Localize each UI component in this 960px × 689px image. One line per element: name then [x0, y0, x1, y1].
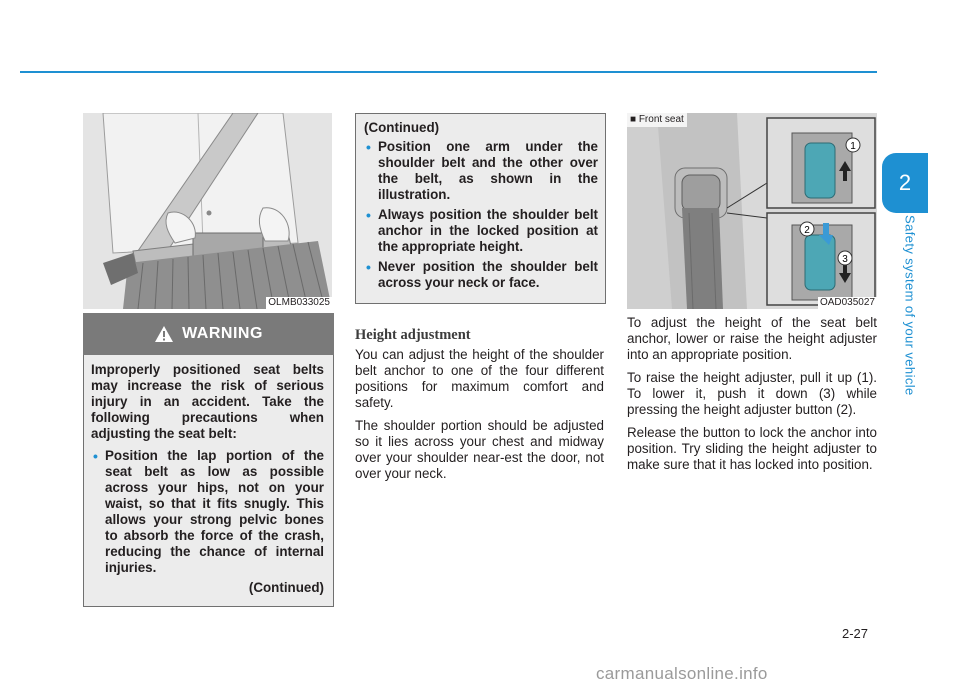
right-column-text	[627, 315, 877, 473]
height-section-text	[355, 347, 604, 482]
lap-belt-figure	[83, 113, 332, 309]
top-rule	[20, 71, 877, 73]
warning-title: WARNING	[182, 325, 263, 342]
height-adjuster-figure	[627, 113, 877, 309]
continued-bullet-3	[364, 259, 598, 291]
continued-bullet-text: Always position the shoulder belt anchor in the locked position at the appropriate height.	[378, 207, 598, 254]
callout-3: 3	[842, 254, 848, 265]
continued-bullet-text: Never position the shoulder belt across your neck or face.	[378, 259, 598, 290]
chapter-title: Safety system of your vehicle	[902, 215, 918, 396]
height-adjuster-illustration	[627, 113, 877, 309]
chapter-number: 2	[898, 170, 912, 195]
right-paragraph-1: To adjust the height of the seat belt anchor, lower or raise the height adjuster into an appropriate position.	[627, 315, 877, 362]
warning-content	[91, 362, 324, 596]
continued-content	[364, 120, 598, 291]
warning-header	[83, 313, 334, 355]
page-number: 2-27	[842, 626, 869, 641]
figure-caption: ■ Front seat	[627, 113, 687, 127]
height-paragraph-2: The shoulder portion should be adjusted so it lies across your chest and midway over your shoulder near-est the door, not over your neck.	[355, 418, 604, 481]
warning-continued: (Continued)	[248, 580, 324, 595]
watermark[interactable]: carmanualsonline.info	[596, 664, 768, 683]
callout-2: 2	[804, 225, 810, 236]
warning-bullet	[91, 448, 324, 576]
right-paragraph-3: Release the button to lock the anchor into position. Try sliding the height adjuster to make sure that it has locked into position.	[627, 425, 877, 472]
height-paragraph-1: You can adjust the height of the shoulder belt anchor to one of the four different positions for maximum comfort and safety.	[355, 347, 604, 410]
continued-bullet-text: Position one arm under the shoulder belt and the other over the belt, as shown in the illustration.	[378, 139, 598, 202]
continued-bullet-1	[364, 139, 598, 203]
bullet-icon: •	[366, 139, 371, 155]
bullet-icon: •	[93, 448, 98, 464]
bullet-icon: •	[366, 207, 371, 223]
warning-triangle-icon	[154, 325, 174, 343]
figure-code: OAD035027	[819, 297, 875, 308]
warning-bullet-text: Position the lap portion of the seat belt as low as possible across your hips, not on your waist, so that it fits snugly. This allows your strong pelvic bones to absorb the force of the crash, reducing the chance of internal injuries.	[105, 448, 324, 575]
continued-bullet-2	[364, 207, 598, 255]
lap-belt-illustration	[83, 113, 332, 309]
continued-header: (Continued)	[364, 120, 440, 135]
callout-1: 1	[850, 141, 856, 152]
section-heading: Height adjustment	[355, 327, 471, 343]
figure-code: OLMB033025	[268, 297, 330, 308]
chapter-tab[interactable]	[882, 153, 928, 213]
warning-intro: Improperly positioned seat belts may increase the risk of serious injury in an accident. Take the following precautions when adjusting the seat belt:	[91, 362, 324, 441]
right-paragraph-2: To raise the height adjuster, pull it up (1). To lower it, push it down (3) while pressing the height adjuster button (2).	[627, 370, 877, 417]
bullet-icon: •	[366, 259, 371, 275]
